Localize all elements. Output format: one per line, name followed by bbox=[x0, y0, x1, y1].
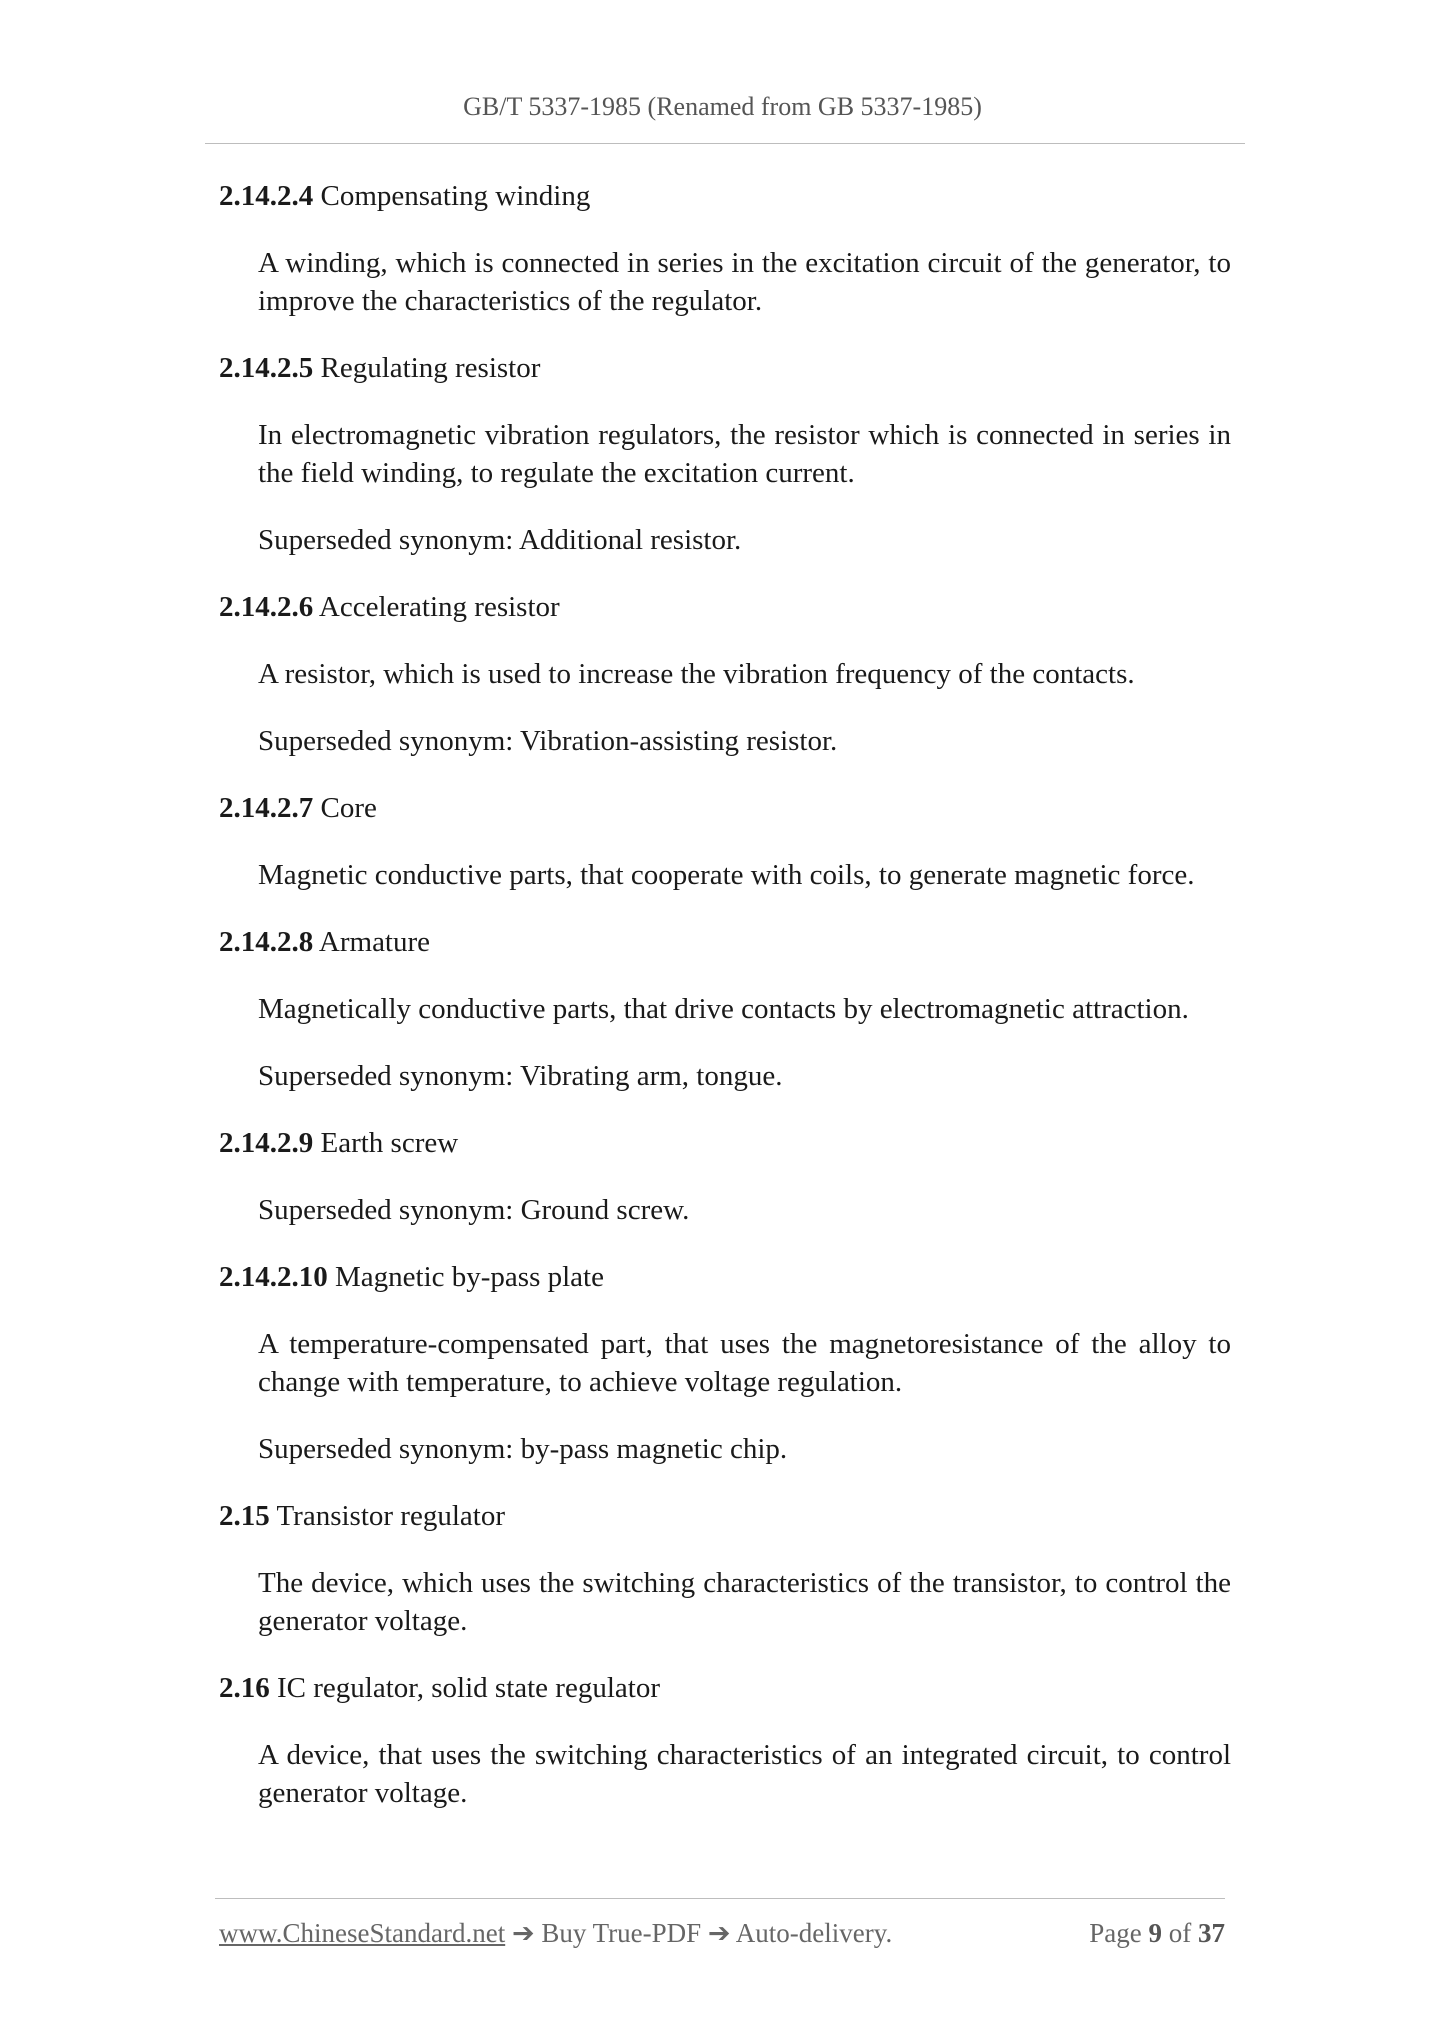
term-title: Armature bbox=[318, 926, 431, 958]
clause-number: 2.14.2.6 bbox=[219, 591, 314, 623]
arrow-right-icon: ➔ bbox=[511, 1918, 535, 1948]
term-heading bbox=[219, 588, 560, 626]
clause-number: 2.14.2.7 bbox=[219, 792, 314, 824]
clause-number: 2.15 bbox=[219, 1500, 270, 1532]
term-heading bbox=[219, 349, 540, 387]
arrow-right-icon: ➔ bbox=[707, 1918, 731, 1948]
term-heading bbox=[219, 177, 590, 215]
total-pages: 37 bbox=[1198, 1918, 1225, 1948]
definition-paragraph: In electromagnetic vibration regulators, the resistor which is connected in series in the field winding, to regulate the excitation current. bbox=[258, 419, 1231, 489]
clause-number: 2.16 bbox=[219, 1672, 270, 1704]
definition-paragraph: The device, which uses the switching characteristics of the transistor, to control the generator voltage. bbox=[258, 1567, 1231, 1637]
synonym-paragraph: Superseded synonym: Ground screw. bbox=[258, 1194, 690, 1226]
term-heading bbox=[219, 1258, 604, 1296]
footer-promo bbox=[219, 1918, 892, 1949]
auto-delivery-text: Auto-delivery. bbox=[735, 1918, 893, 1948]
definition-paragraph: A winding, which is connected in series in the excitation circuit of the generator, to improve the characteristics of the regulator. bbox=[258, 247, 1231, 317]
definition-paragraph: A resistor, which is used to increase the vibration frequency of the contacts. bbox=[258, 658, 1135, 690]
term-title: Transistor regulator bbox=[276, 1500, 505, 1532]
current-page: 9 bbox=[1148, 1918, 1162, 1948]
term-heading bbox=[219, 1497, 505, 1535]
website-link[interactable]: www.ChineseStandard.net bbox=[219, 1918, 506, 1948]
clause-number: 2.14.2.8 bbox=[219, 926, 314, 958]
term-title: Compensating winding bbox=[320, 180, 591, 212]
definition-paragraph: A temperature-compensated part, that uses the magnetoresistance of the alloy to change with temperature, to achieve voltage regulation. bbox=[258, 1328, 1231, 1398]
page-number bbox=[1089, 1918, 1225, 1949]
term-title: Core bbox=[320, 792, 377, 824]
term-heading bbox=[219, 1669, 660, 1707]
definition-paragraph: A device, that uses the switching characteristics of an integrated circuit, to control generator voltage. bbox=[258, 1739, 1231, 1809]
synonym-paragraph: Superseded synonym: by-pass magnetic chip. bbox=[258, 1433, 788, 1465]
synonym-paragraph: Superseded synonym: Additional resistor. bbox=[258, 524, 742, 556]
term-heading bbox=[219, 789, 377, 827]
footer-divider bbox=[215, 1898, 1225, 1899]
page-label: Page bbox=[1089, 1918, 1142, 1948]
clause-number: 2.14.2.10 bbox=[219, 1261, 328, 1293]
definition-paragraph: Magnetic conductive parts, that cooperate with coils, to generate magnetic force. bbox=[258, 859, 1195, 891]
clause-number: 2.14.2.5 bbox=[219, 352, 314, 384]
page-header: GB/T 5337-1985 (Renamed from GB 5337-1985) bbox=[463, 92, 982, 121]
term-title: Regulating resistor bbox=[320, 352, 541, 384]
term-title: Earth screw bbox=[320, 1127, 459, 1159]
term-title: IC regulator, solid state regulator bbox=[277, 1672, 660, 1704]
of-label: of bbox=[1168, 1918, 1192, 1948]
buy-pdf-text: Buy True-PDF bbox=[541, 1918, 702, 1948]
header-divider bbox=[205, 143, 1245, 144]
clause-number: 2.14.2.4 bbox=[219, 180, 314, 212]
definition-paragraph: Magnetically conductive parts, that drive contacts by electromagnetic attraction. bbox=[258, 993, 1189, 1025]
term-heading bbox=[219, 923, 430, 961]
term-title: Magnetic by-pass plate bbox=[335, 1261, 604, 1293]
term-title: Accelerating resistor bbox=[318, 591, 560, 623]
synonym-paragraph: Superseded synonym: Vibrating arm, tongue. bbox=[258, 1060, 783, 1092]
synonym-paragraph: Superseded synonym: Vibration-assisting resistor. bbox=[258, 725, 838, 757]
term-heading bbox=[219, 1124, 458, 1162]
clause-number: 2.14.2.9 bbox=[219, 1127, 314, 1159]
